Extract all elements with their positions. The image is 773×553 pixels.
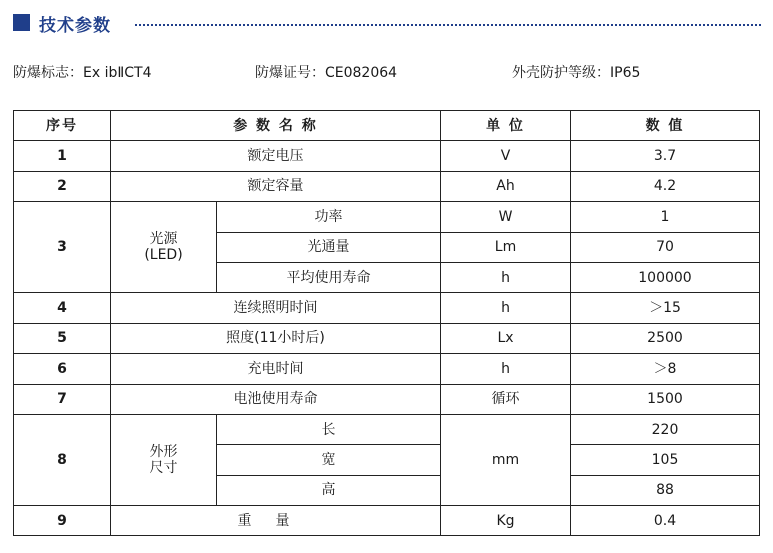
table-row <box>14 293 760 323</box>
group-label-line2: (LED) <box>144 247 183 264</box>
param-unit: h <box>441 293 571 323</box>
row-index: 3 <box>14 202 111 293</box>
param-value: 4.2 <box>571 171 760 201</box>
param-value: 0.4 <box>571 506 760 536</box>
param-name: 额定电压 <box>111 141 441 171</box>
param-unit: 循环 <box>441 384 571 414</box>
param-name: 额定容量 <box>111 171 441 201</box>
group-label-line1: 外形 <box>149 443 178 460</box>
param-unit: Lx <box>441 323 571 353</box>
param-value: 1 <box>571 202 760 232</box>
table-row <box>14 384 760 414</box>
row-index: 8 <box>14 414 111 505</box>
dotted-divider <box>135 24 761 26</box>
table-row <box>14 323 760 353</box>
spec-table <box>13 110 760 536</box>
sub-param-name: 平均使用寿命 <box>217 262 441 292</box>
group-label-line1: 光源 <box>149 231 178 248</box>
section-title: 技术参数 <box>39 16 111 36</box>
row-index: 5 <box>14 323 111 353</box>
param-unit: mm <box>441 414 571 505</box>
row-index: 7 <box>14 384 111 414</box>
param-unit: Kg <box>441 506 571 536</box>
param-name: 照度(11小时后) <box>111 323 441 353</box>
group-label-line2: 尺寸 <box>149 459 178 476</box>
col-header-unit: 单 位 <box>441 111 571 141</box>
param-value: 100000 <box>571 262 760 292</box>
table-row <box>14 171 760 201</box>
group-label-light-source <box>111 202 217 293</box>
col-header-param: 参 数 名 称 <box>111 111 441 141</box>
param-value: 2500 <box>571 323 760 353</box>
col-header-index: 序号 <box>14 111 111 141</box>
param-name: 连续照明时间 <box>111 293 441 323</box>
table-row <box>14 414 760 444</box>
row-index: 6 <box>14 354 111 384</box>
table-row <box>14 506 760 536</box>
explosion-mark: 防爆标志：Ex ibⅡCT4 <box>13 65 152 81</box>
square-bullet-icon <box>13 14 30 31</box>
param-value: 105 <box>571 445 760 475</box>
param-value: 3.7 <box>571 141 760 171</box>
param-value: 88 <box>571 475 760 505</box>
protection-level: 外壳防护等级：IP65 <box>512 65 641 81</box>
sub-param-name: 长 <box>217 414 441 444</box>
param-name: 电池使用寿命 <box>111 384 441 414</box>
col-header-value: 数 值 <box>571 111 760 141</box>
param-unit: h <box>441 262 571 292</box>
certification-row <box>13 62 763 82</box>
param-name: 充电时间 <box>111 354 441 384</box>
param-value: ＞15 <box>571 293 760 323</box>
param-value: 70 <box>571 232 760 262</box>
param-unit: Ah <box>441 171 571 201</box>
row-index: 2 <box>14 171 111 201</box>
sub-param-name: 光通量 <box>217 232 441 262</box>
param-value: 220 <box>571 414 760 444</box>
sub-param-name: 高 <box>217 475 441 505</box>
param-unit: V <box>441 141 571 171</box>
sub-param-name: 功率 <box>217 202 441 232</box>
param-value: ＞8 <box>571 354 760 384</box>
sub-param-name: 宽 <box>217 445 441 475</box>
group-label-dimensions <box>111 414 217 505</box>
table-row <box>14 141 760 171</box>
param-name: 重量 <box>111 506 441 536</box>
section-header <box>13 10 761 36</box>
table-row <box>14 202 760 232</box>
table-row <box>14 354 760 384</box>
param-value: 1500 <box>571 384 760 414</box>
row-index: 1 <box>14 141 111 171</box>
table-header-row <box>14 111 760 141</box>
param-unit: h <box>441 354 571 384</box>
certificate-number: 防爆证号：CE082064 <box>255 65 398 81</box>
param-unit: W <box>441 202 571 232</box>
row-index: 9 <box>14 506 111 536</box>
row-index: 4 <box>14 293 111 323</box>
param-unit: Lm <box>441 232 571 262</box>
